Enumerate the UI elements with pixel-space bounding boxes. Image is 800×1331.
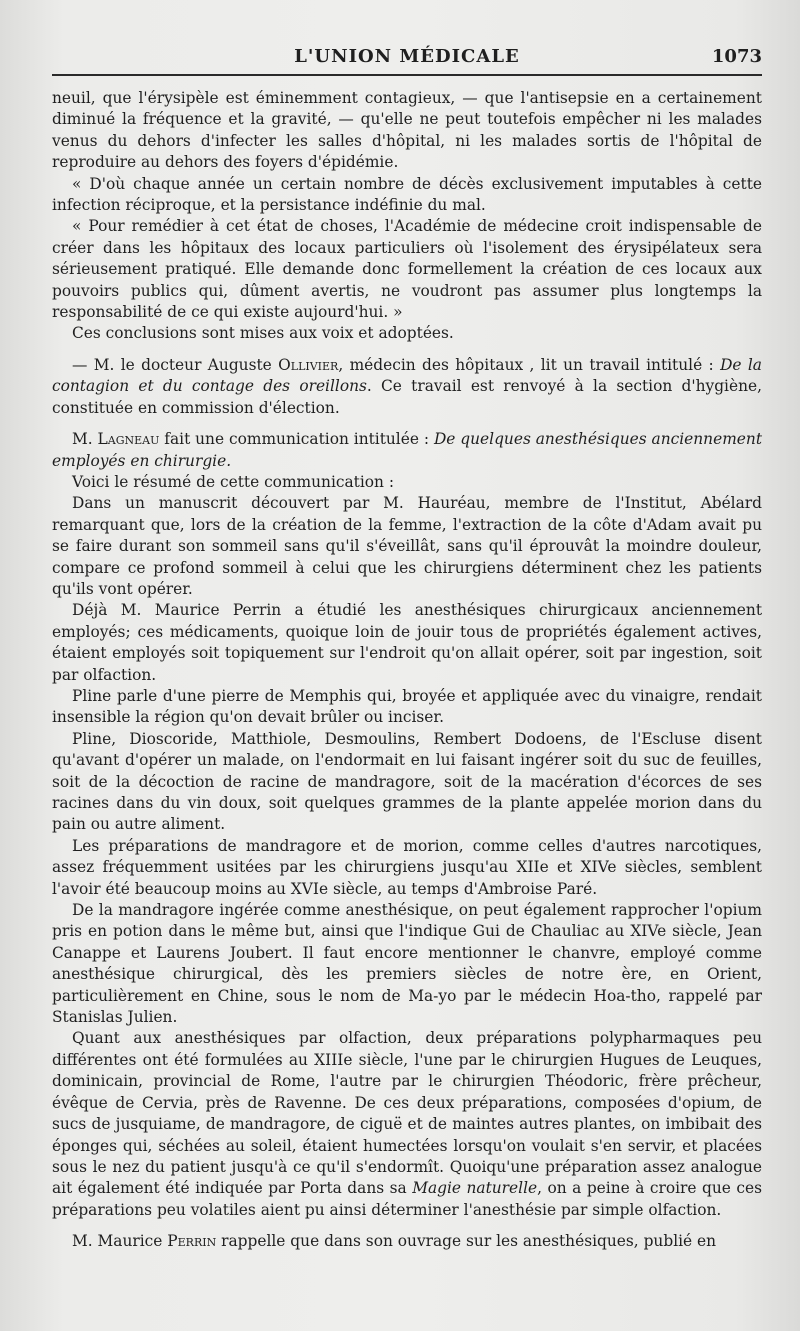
page-number: 1073: [711, 46, 762, 67]
paragraph: Les préparations de mandragore et de morion, comme celles d'autres narcotiques, assez fréquemment usitées par les chirurgiens jusqu'au XIIe et XIVe siècles, semblent l'avoir été beaucoup moins au XVIe siècle, au temps d'Ambroise Paré.: [52, 836, 762, 898]
author-name: Perrin: [167, 1232, 217, 1251]
article-body: [52, 88, 762, 1253]
paragraph: Dans un manuscrit découvert par M. Hauréau, membre de l'Institut, Abélard remarquant que, lors de la création de la femme, l'extraction de la côte d'Adam avait pu se faire durant son sommeil sans qu'il s'éveillât, sans qu'il éprouvât la moindre douleur, compare ce profond sommeil à celui que les chirurgiens déterminent chez les patients qu'ils vont opérer.: [52, 494, 762, 598]
text-run: , on a peine à croire que ces préparations peu volatiles aient pu ainsi déterminer l'anesthésie par simple olfaction.: [52, 1179, 763, 1219]
page-header: [52, 40, 762, 76]
text-run: Quant aux anesthésiques par olfaction, deux préparations polypharmaques peu différentes ont été formulées au XIIIe siècle, l'une par le chirurgien Hugues de Leuques, dominicain, provincial de Rome, l'autre par le chirurgien Théodoric, frère prêcheur, évêque de Cervia, près de Ravenne. De ces deux préparations, composées d'opium, de sucs de jusquiame, de mandragore, de ciguë et de maintes autres plantes, on imbibait des éponges qui, séchées au soleil, étaient humectées lorsqu'on voulait s'en servir, et placées sous le nez du patient jusqu'à ce qu'il s'endormît. Quoiqu'une préparation assez analogue ait également été indiquée par Porta dans sa: [52, 1029, 762, 1198]
paragraph: neuil, que l'érysipèle est éminemment contagieux, — que l'antisepsie en a certainement diminué la fréquence et la gravité, — qu'elle ne peut toutefois empêcher ni les malades venus du dehors d'infecter les salles d'hôpital, ni les malades sortis de l'hôpital de reproduire au dehors des foyers d'épidémie.: [52, 89, 762, 172]
paragraph: « D'où chaque année un certain nombre de décès exclusivement imputables à cette infection réciproque, et la persistance indéfinie du mal.: [52, 174, 762, 215]
paragraph: Ces conclusions sont mises aux voix et adoptées.: [72, 324, 454, 343]
work-title: Magie naturelle: [412, 1179, 538, 1198]
text-run: . Ce travail est renvoyé à la section d'hygiène, constituée en commission d'élection.: [52, 377, 762, 417]
paragraph-olfaction: [52, 1028, 762, 1221]
paragraph: Voici le résumé de cette communication :: [72, 472, 395, 491]
paragraph-perrin: [52, 1231, 762, 1252]
text-run: M. Maurice: [72, 1232, 168, 1251]
author-name: Ollivier: [278, 355, 339, 374]
text-run: M.: [72, 430, 98, 449]
paragraph: Déjà M. Maurice Perrin a étudié les anesthésiques chirurgicaux anciennement employés; ces médicaments, quoique loin de jouir tous de propriétés également actives, étaient employés soit topiquement sur l'endroit qu'on allait opérer, soit par ingestion, soit par olfaction.: [52, 601, 762, 684]
paragraph-lagneau: [52, 429, 762, 472]
author-name: Lagneau: [97, 430, 160, 449]
text-run: rappelle que dans son ouvrage sur les anesthésiques, publié en: [216, 1232, 717, 1251]
work-title: De la contagion et du contage des oreillons: [52, 355, 762, 396]
paragraph: « Pour remédier à cet état de choses, l'Académie de médecine croit indispensable de créer dans les hôpitaux des locaux particuliers où l'isolement des érysipélateux sera sérieusement pratiqué. Elle demande donc formellement la création de ces locaux aux pouvoirs publics qui, dûment avertis, ne voudront pas assumer plus longtemps la responsabilité de ce qui existe aujourd'hui. »: [52, 217, 762, 322]
paragraph: Pline parle d'une pierre de Memphis qui, broyée et appliquée avec du vinaigre, rendait insensible la région qu'on devait brûler ou inciser.: [52, 686, 762, 727]
paragraph: De la mandragore ingérée comme anesthésique, on peut également rapprocher l'opium pris en potion dans le même but, ainsi que l'indique Gui de Chauliac au XIVe siècle, Jean Canappe et Laurens Joubert. Il faut encore mentionner le chanvre, employé comme anesthésique chirurgical, dès les premiers siècles de notre ère, en Orient, particulièrement en Chine, sous le nom de Ma-yo par le médecin Hoa-tho, rappelé par Stanislas Julien.: [52, 901, 762, 1027]
paragraph-ollivier: [52, 355, 762, 419]
text-run: — M. le docteur Auguste: [72, 355, 279, 374]
paragraph: Pline, Dioscoride, Matthiole, Desmoulins, Rembert Dodoens, de l'Escluse disent qu'avant d'opérer un malade, on l'endormait en lui faisant ingérer soit du suc de feuilles, soit de la décoction de racine de mandragore, soit de la macération d'écorces de ses racines dans du vin doux, soit quelques grammes de la plante appelée morion dans du pain ou autre aliment.: [52, 729, 762, 834]
text-run: , médecin des hôpitaux , lit un travail intitulé :: [338, 355, 721, 374]
work-title: De quelques anesthésiques anciennement employés en chirurgie.: [52, 430, 762, 470]
text-run: fait une communication intitulée :: [159, 430, 434, 449]
journal-title: L'UNION MÉDICALE: [294, 46, 520, 67]
